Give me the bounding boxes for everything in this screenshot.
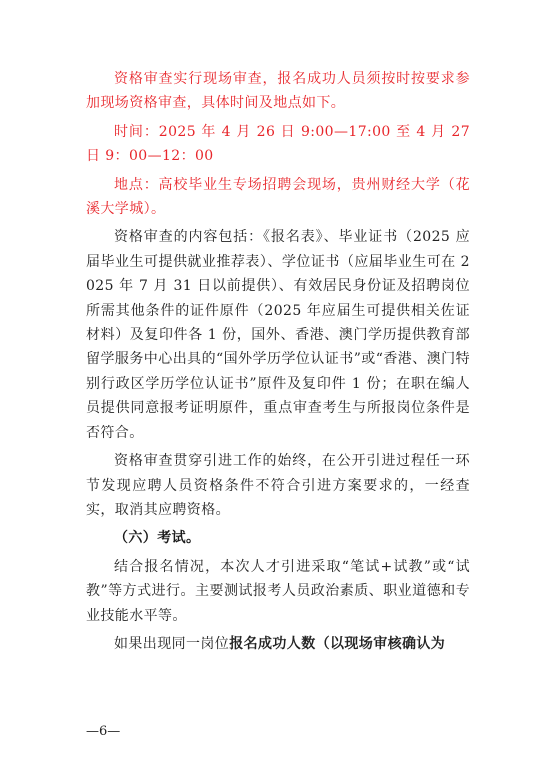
exam-condition-text: 如果出现同一岗位 (114, 635, 230, 652)
review-content-paragraph: 资格审查的内容包括：《报名表》、毕业证书（2025 应届毕业生可提供就业推荐表）、学位证书（应届毕业生可在 2025 年 7 月 31 日以前提供）、有效居民身份证及招聘岗位所需其他条件的证件原件（2025 年应届生可提供相关佐证材料）及复印件各 1 份，国外、香港、澳门学历提供教育部留学服务中心出具的“国外学历学位认证书”或“香港、澳门特别行政区学历学位认证书”原件及复印件 1 份；在职在编人员提供同意报考证明原件，重点审查考生与所报岗位条件是否符合。 (86, 229, 470, 441)
exam-method-paragraph: 结合报名情况，本次人才引进采取“笔试+试教”或“试教”等方式进行。主要测试报考人员政治素质、职业道德和专业技能水平等。 (86, 558, 470, 624)
document-body (86, 67, 470, 660)
exam-condition-paragraph (86, 632, 470, 656)
exam-condition-bold-text: 报名成功人数（以现场审核确认为 (229, 635, 446, 652)
review-intro-paragraph: 资格审查实行现场审查，报名成功人员须按时按要求参加现场资格审查，具体时间及地点如下。 (86, 71, 470, 112)
review-scope-paragraph: 资格审查贯穿引进工作的始终，在公开引进过程任一环节发现应聘人员资格条件不符合引进方案要求的，一经查实，取消其应聘资格。 (86, 453, 470, 518)
section-heading-exam: （六）考试。 (114, 530, 201, 547)
review-time-paragraph: 时间：2025 年 4 月 26 日 9:00—17:00 至 4 月 27 日 9：00—12：00 (86, 123, 470, 165)
page-number: —6— (86, 724, 121, 739)
review-location-paragraph: 地点：高校毕业生专场招聘会现场，贵州财经大学（花溪大学城）。 (86, 176, 470, 218)
